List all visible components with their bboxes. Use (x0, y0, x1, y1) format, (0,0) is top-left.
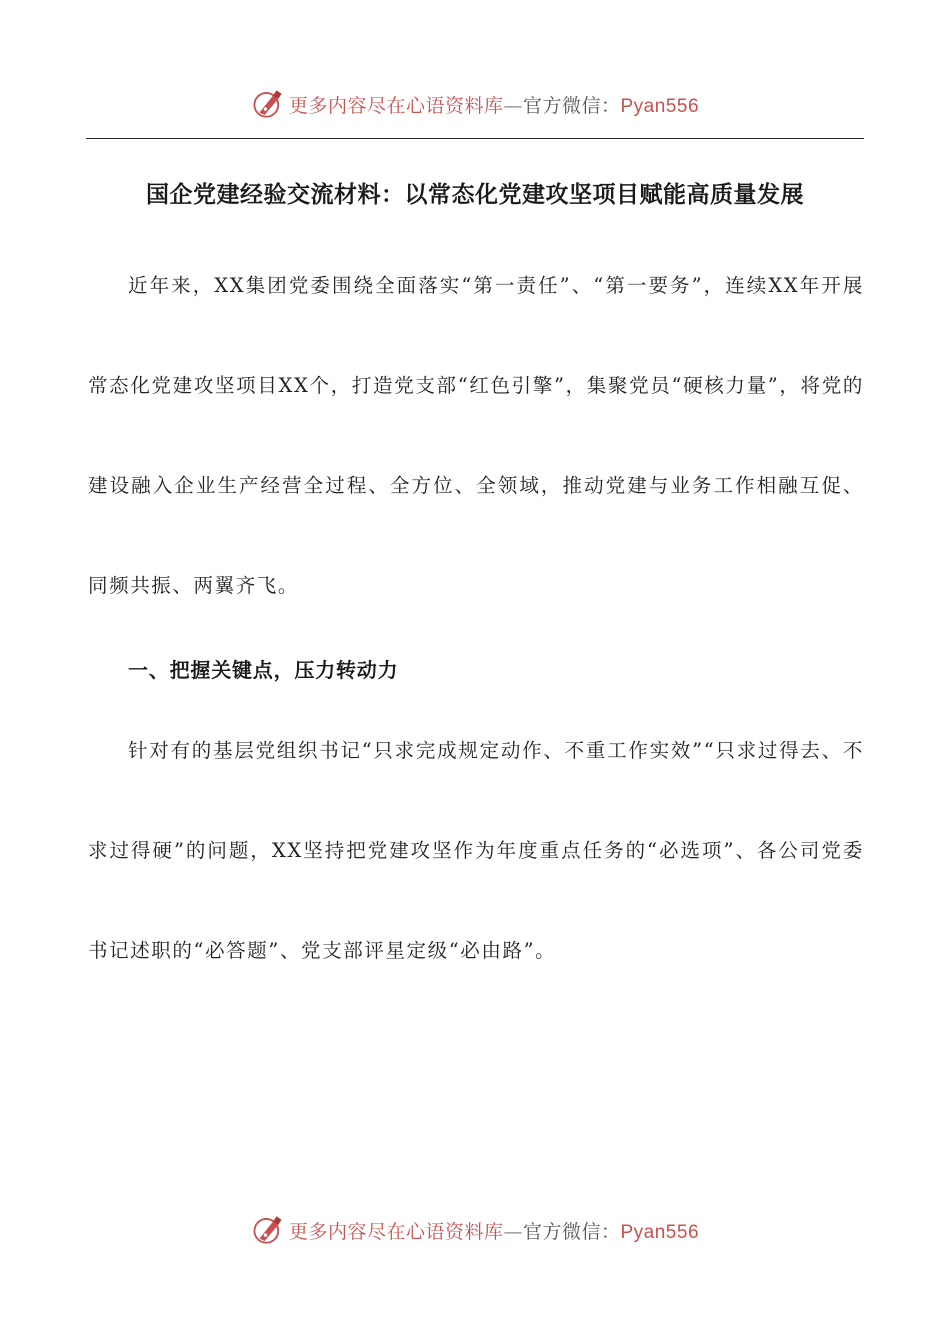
pen-nib-logo-icon (251, 1213, 285, 1247)
footer-wechat-id: Pyan556 (620, 1221, 700, 1243)
body-paragraph-2: 针对有的基层党组织书记“只求完成规定动作、不重工作实效”“只求过得去、不求过得硬”的问题，XX坚持把党建攻坚作为年度重点任务的“必选项”、各公司党委书记述职的“必答题”、党支部评星定级“必由路”。 (88, 739, 864, 962)
footer-brand-prefix: 更多内容尽在心语资料库 (288, 1220, 504, 1243)
body-paragraph-1: 近年来，XX集团党委围绕全面落实“第一责任”、“第一要务”，连续XX年开展常态化党建攻坚项目XX个，打造党支部“红色引擎”，集聚党员“硬核力量”，将党的建设融入企业生产经营全过程、全方位、全领域，推动党建与业务工作相融互促、同频共振、两翼齐飞。 (88, 274, 864, 597)
document-title: 国企党建经验交流材料：以常态化党建攻坚项目赋能高质量发展 (146, 182, 804, 208)
header-divider (86, 138, 864, 139)
header-brand-dash: — (503, 94, 523, 117)
footer-official-label: 官方微信： (522, 1220, 621, 1243)
section-heading-1: 一、把握关键点，压力转动力 (128, 658, 399, 682)
pen-nib-logo-icon (251, 87, 285, 121)
header-wechat-id: Pyan556 (620, 95, 700, 117)
footer-brand-text (289, 1217, 699, 1244)
footer-watermark (0, 1210, 950, 1250)
footer-brand-dash: — (503, 1220, 523, 1243)
header-brand-text (289, 91, 699, 118)
header-watermark (0, 84, 950, 124)
header-official-label: 官方微信： (522, 94, 621, 117)
header-brand-prefix: 更多内容尽在心语资料库 (288, 94, 504, 117)
